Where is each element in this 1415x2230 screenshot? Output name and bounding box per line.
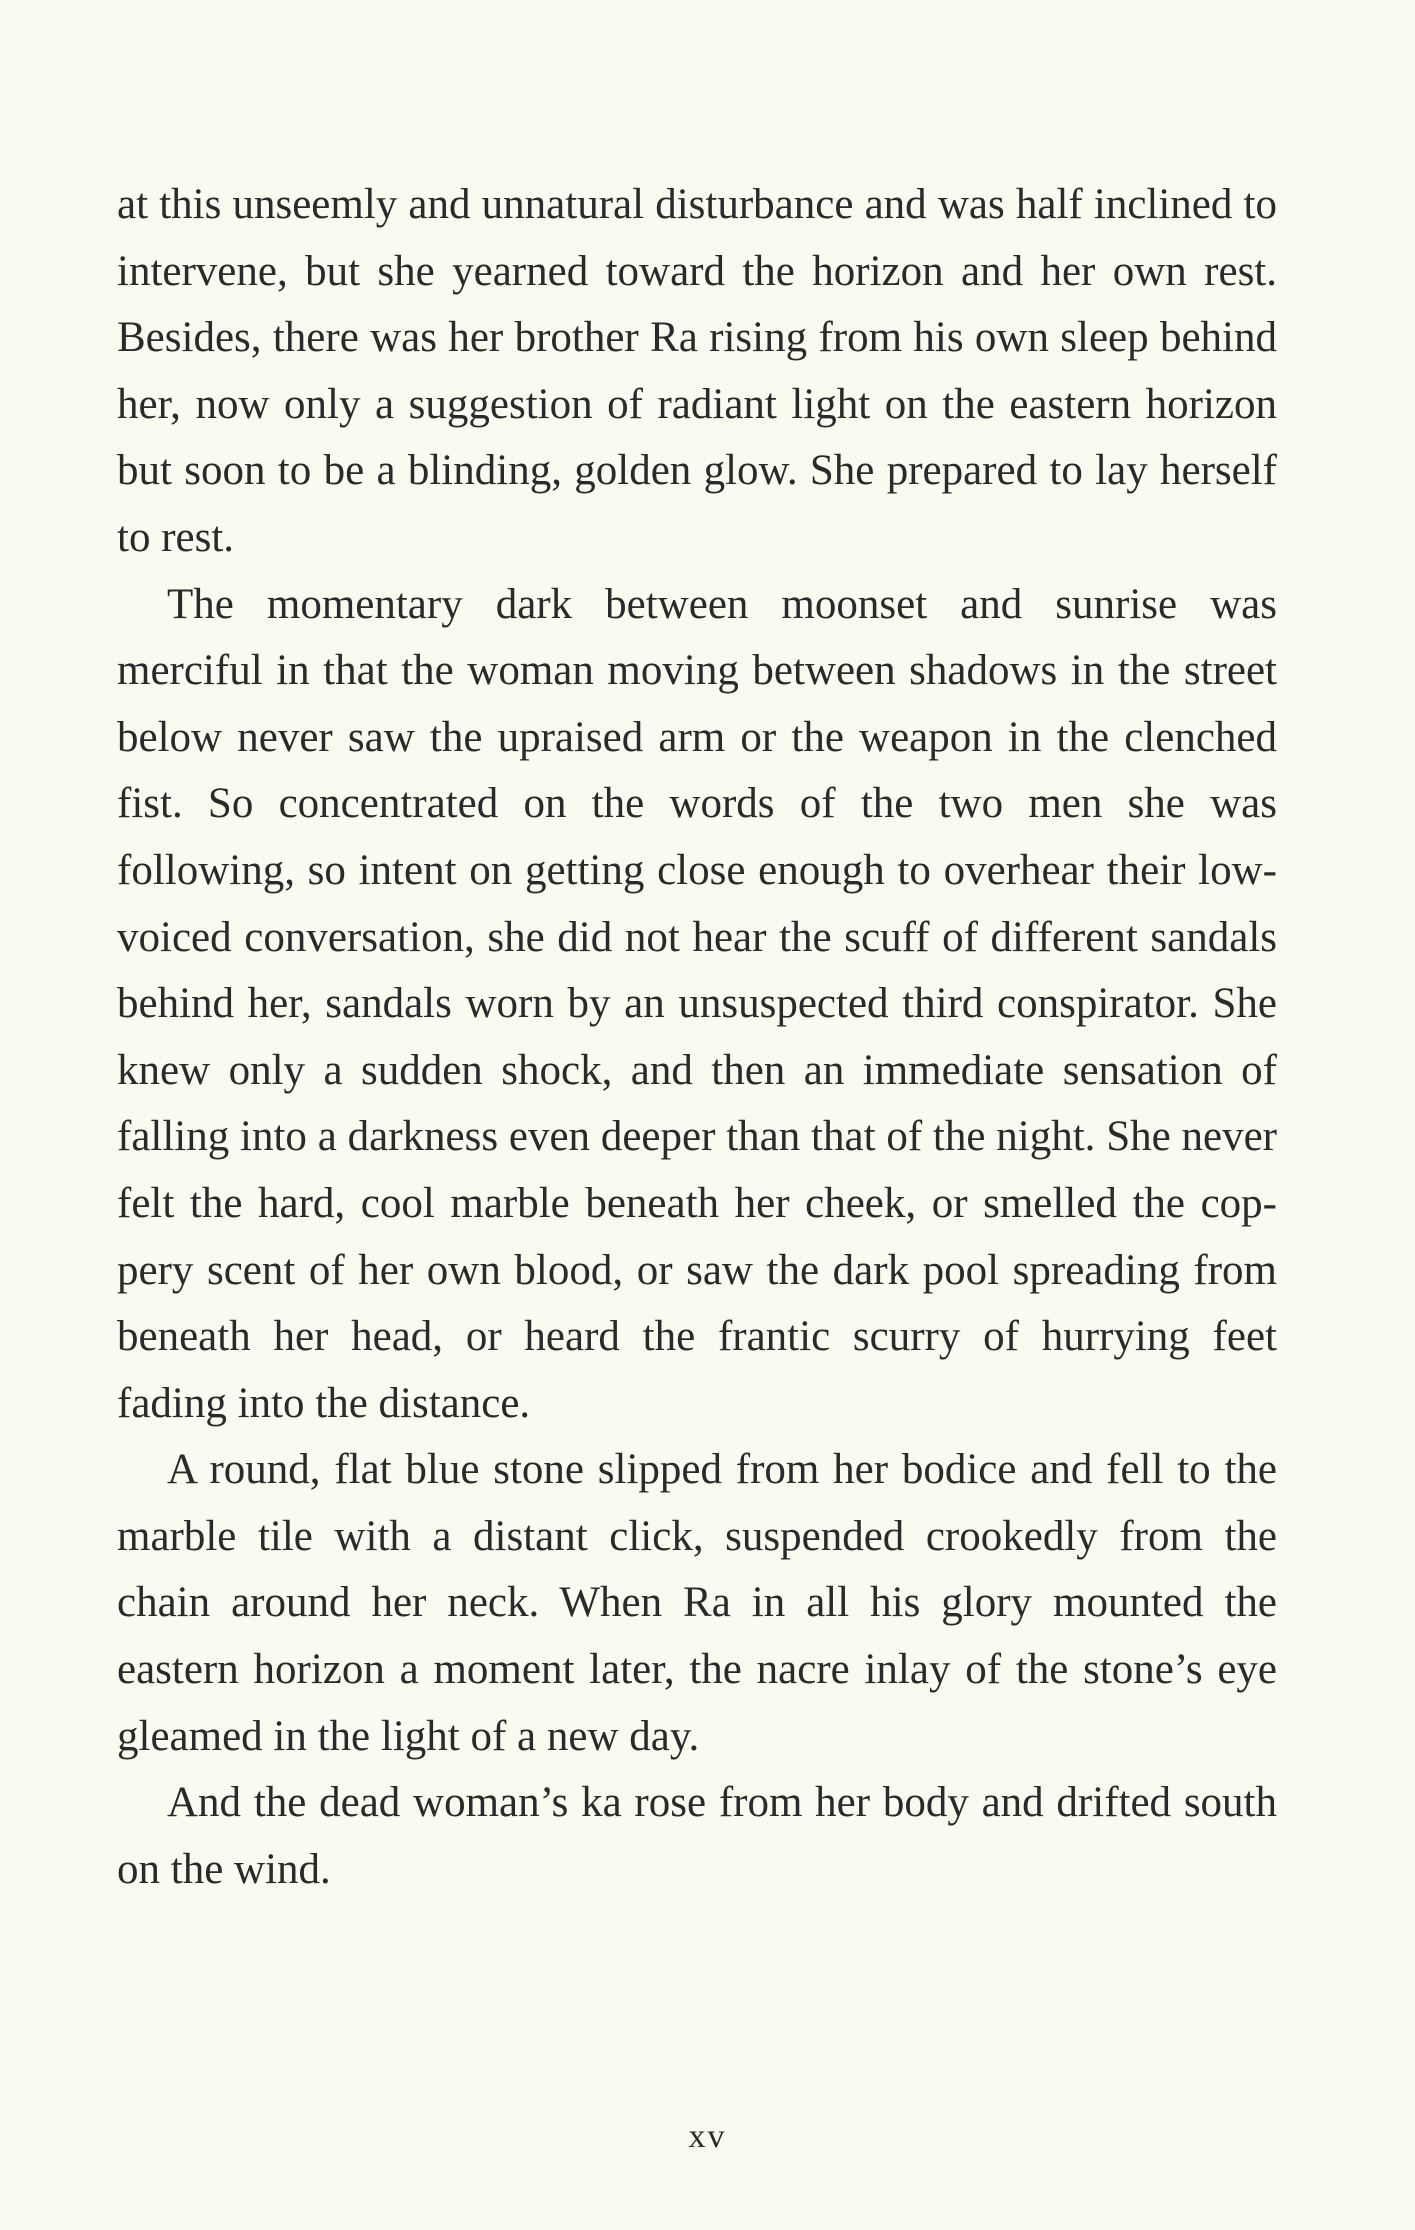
paragraph-continuation: at this unseemly and unnatural disturbance and was half inclined to intervene, but she yearned toward the horizon and her own rest. Besides, there was her brother Ra rising from his own sleep behind her, now only a suggestion of radiant light on the eastern horizon but soon to be a blinding, golden glow. She prepared to lay herself to rest.: [117, 181, 1277, 561]
paragraph-murder: The momentary dark between moonset and sunrise was merciful in that the woman moving between shadows in the street below never saw the upraised arm or the weapon in the clenched fist. So concentrated on the words of the two men she was following, so intent on getting close enough to overhear their low-voiced conversation, she did not hear the scuff of different sandals behind her, sandals worn by an unsuspected third conspirator. She knew only a sudden shock, and then an immediate sensation of falling into a darkness even deeper than that of the night. She never felt the hard, cool marble beneath her cheek, or smelled the coppery scent of her own blood, or saw the dark pool spreading from beneath her head, or heard the frantic scurry of hurrying feet fading into the distance.: [117, 580, 1277, 1427]
body-text: [117, 172, 1277, 1903]
paragraph-ka: And the dead woman’s ka rose from her body and drifted south on the wind.: [117, 1779, 1277, 1893]
paragraph-blue-stone: A round, flat blue stone slipped from her bodice and fell to the marble tile with a distant click, suspended crookedly from the chain around her neck. When Ra in all his glory mounted the eastern horizon a moment later, the nacre inlay of the stone’s eye gleamed in the light of a new day.: [117, 1446, 1277, 1760]
page-number: xv: [688, 2118, 727, 2155]
